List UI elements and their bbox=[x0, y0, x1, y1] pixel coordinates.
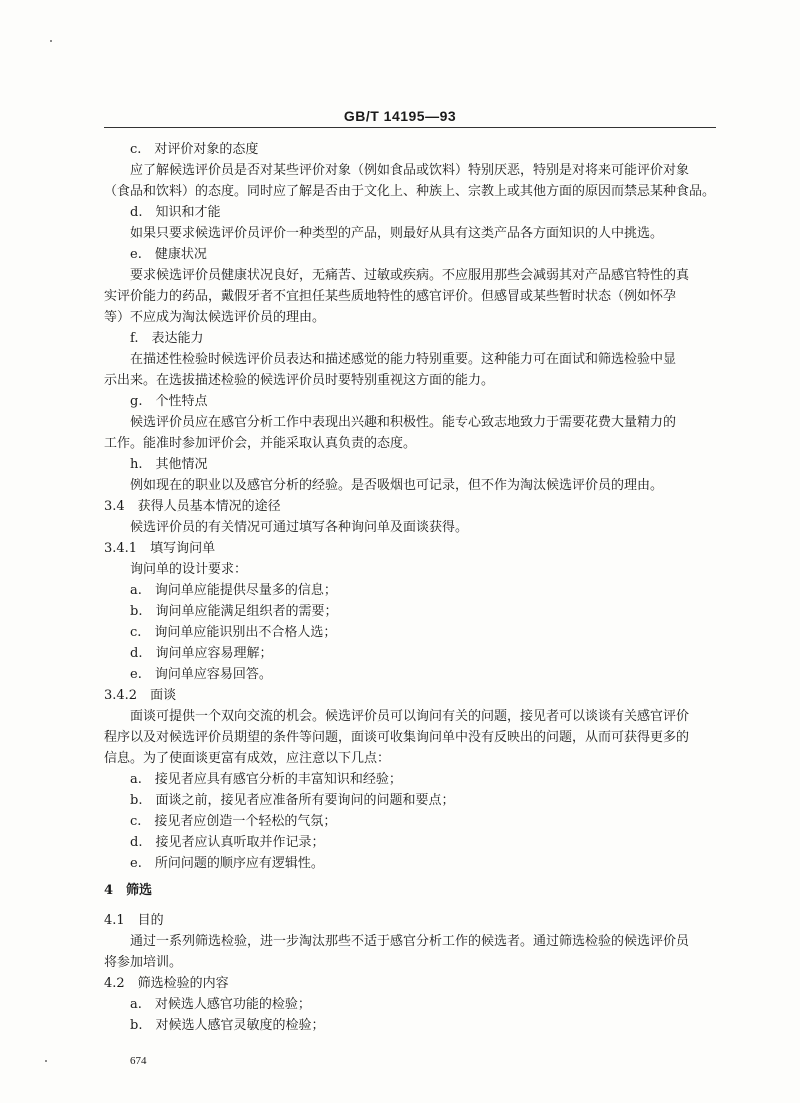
page-number: 674 bbox=[130, 1055, 147, 1067]
text-line: g. 个性特点 bbox=[130, 394, 208, 409]
list-item: d. 询问单应容易理解； bbox=[130, 646, 273, 661]
list-item: a. 对候选人感官功能的检验； bbox=[130, 997, 311, 1012]
text-line: 如果只要求候选评价员评价一种类型的产品，则最好从具有这类产品各方面知识的人中挑选。 bbox=[130, 226, 664, 241]
text-line: d. 知识和才能 bbox=[130, 205, 221, 220]
text-line: 例如现在的职业以及感官分析的经验。是否吸烟也可记录，但不作为淘汰候选评价员的理由。 bbox=[130, 478, 664, 493]
text-line: 通过一系列筛选检验，进一步淘汰那些不适于感官分析工作的候选者。通过筛选检验的候选评价员 bbox=[130, 934, 690, 949]
list-item: b. 面谈之前，接见者应准备所有要询问的问题和要点； bbox=[130, 793, 455, 808]
chapter-heading: 4 筛选 bbox=[104, 883, 153, 898]
text-line: 将参加培训。 bbox=[104, 955, 183, 970]
section-heading: 3.4.1 填写询问单 bbox=[104, 541, 216, 556]
list-item: b. 询问单应能满足组织者的需要； bbox=[130, 604, 338, 619]
list-item: c. 询问单应能识别出不合格人选； bbox=[130, 625, 337, 640]
scan-speck bbox=[50, 40, 52, 42]
text-line: h. 其他情况 bbox=[130, 457, 208, 472]
list-item: d. 接见者应认真听取并作记录； bbox=[130, 835, 325, 850]
text-line: e. 健康状况 bbox=[130, 247, 207, 262]
section-heading: 3.4 获得人员基本情况的途径 bbox=[104, 499, 281, 514]
list-item: a. 接见者应具有感官分析的丰富知识和经验； bbox=[130, 772, 402, 787]
text-line: 工作。能准时参加评价会，并能采取认真负责的态度。 bbox=[104, 436, 417, 451]
scan-speck bbox=[45, 1060, 47, 1062]
text-line: 候选评价员的有关情况可通过填写各种询问单及面谈获得。 bbox=[130, 520, 469, 535]
text-line: 信息。为了使面谈更富有成效，应注意以下几点： bbox=[104, 751, 391, 766]
header-rule bbox=[104, 127, 716, 128]
list-item: b. 对候选人感官灵敏度的检验； bbox=[130, 1018, 325, 1033]
text-line: f. 表达能力 bbox=[130, 331, 204, 346]
text-line: 程序以及对候选评价员期望的条件等问题，面谈可收集询问单中没有反映出的问题，从而可获得更多的 bbox=[104, 730, 690, 745]
text-line: 询问单的设计要求： bbox=[130, 562, 248, 577]
text-line: 应了解候选评价员是否对某些评价对象（例如食品或饮料）特别厌恶，特别是对将来可能评价对象 bbox=[130, 163, 690, 178]
list-item: e. 所问问题的顺序应有逻辑性。 bbox=[130, 856, 324, 871]
section-heading: 4.2 筛选检验的内容 bbox=[104, 976, 229, 991]
text-line: 面谈可提供一个双向交流的机会。候选评价员可以询问有关的问题，接见者可以谈谈有关感官评价 bbox=[130, 709, 690, 724]
text-line: 示出来。在选拔描述检验的候选评价员时要特别重视这方面的能力。 bbox=[104, 373, 495, 388]
standard-header: GB/T 14195—93 bbox=[343, 108, 457, 124]
list-item: c. 接见者应创造一个轻松的气氛； bbox=[130, 814, 337, 829]
section-heading: 3.4.2 面谈 bbox=[104, 688, 177, 703]
text-line: 要求候选评价员健康状况良好，无痛苦、过敏或疾病。不应服用那些会减弱其对产品感官特性的真 bbox=[130, 268, 690, 283]
text-line: 在描述性检验时候选评价员表达和描述感觉的能力特别重要。这种能力可在面试和筛选检验中显 bbox=[130, 352, 677, 367]
section-heading: 4.1 目的 bbox=[104, 913, 164, 928]
text-line: c. 对评价对象的态度 bbox=[130, 142, 259, 157]
text-line: （食品和饮料）的态度。同时应了解是否由于文化上、种族上、宗教上或其他方面的原因而禁忌某种食品。 bbox=[104, 184, 716, 199]
text-line: 候选评价员应在感官分析工作中表现出兴趣和积极性。能专心致志地致力于需要花费大量精力的 bbox=[130, 415, 677, 430]
text-line: 等）不应成为淘汰候选评价员的理由。 bbox=[104, 310, 326, 325]
text-line: 实评价能力的药品，戴假牙者不宜担任某些质地特性的感官评价。但感冒或某些暂时状态（例如怀孕 bbox=[104, 289, 677, 304]
list-item: a. 询问单应能提供尽量多的信息； bbox=[130, 583, 337, 598]
list-item: e. 询问单应容易回答。 bbox=[130, 667, 272, 682]
